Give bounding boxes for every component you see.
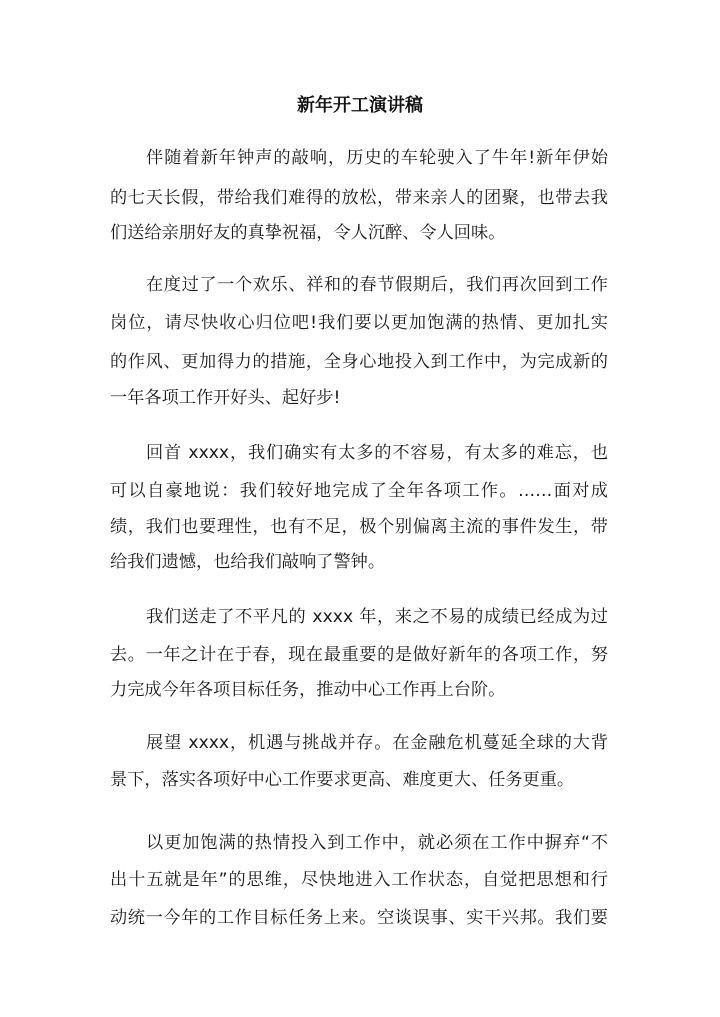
paragraph-5-line-2: 景下，落实各项好中心工作要求更高、难度更大、任务更重。 (110, 770, 575, 790)
paragraph-1-line-2: 的七天长假，带给我们难得的放松，带来亲人的团聚，也带去我 (110, 188, 608, 208)
paragraph-4-line-2: 去。一年之计在于春，现在最重要的是做好新年的各项工作，努 (110, 645, 608, 665)
paragraph-4-line-1: 我们送走了不平凡的 xxxx 年，来之不易的成绩已经成为过 (146, 607, 608, 627)
paragraph-4-line-3: 力完成今年各项目标任务，推动中心工作再上台阶。 (110, 680, 506, 700)
paragraph-2-line-4: 一年各项工作开好头、起好步! (110, 388, 341, 408)
paragraph-3-line-1: 回首 xxxx，我们确实有太多的不容易，有太多的难忘，也 (146, 443, 608, 463)
paragraph-1-line-1: 伴随着新年钟声的敲响，历史的车轮驶入了牛年!新年伊始 (146, 148, 608, 168)
paragraph-6-line-1: 以更加饱满的热情投入到工作中，就必须在工作中摒弃“不 (146, 833, 608, 853)
paragraph-3-line-3: 绩，我们也要理性，也有不足，极个别偏离主流的事件发生，带 (110, 517, 608, 537)
paragraph-2-line-3: 的作风、更加得力的措施，全身心地投入到工作中，为完成新的 (110, 352, 608, 372)
paragraph-2-line-1: 在度过了一个欢乐、祥和的春节假期后，我们再次回到工作 (146, 275, 608, 295)
paragraph-6-line-2: 出十五就是年”的思维，尽快地进入工作状态，自觉把思想和行 (110, 870, 608, 890)
paragraph-1-line-3: 们送给亲朋好友的真挚祝福，令人沉醉、令人回味。 (110, 223, 506, 243)
paragraph-2-line-2: 岗位，请尽快收心归位吧!我们要以更加饱满的热情、更加扎实 (110, 313, 608, 333)
paragraph-3-line-4: 给我们遗憾，也给我们敲响了警钟。 (110, 552, 386, 572)
paragraph-6-line-3: 动统一今年的工作目标任务上来。空谈误事、实干兴邦。我们要 (110, 908, 608, 928)
paragraph-5-line-1: 展望 xxxx，机遇与挑战并存。在金融危机蔓延全球的大背 (146, 733, 608, 753)
paragraph-3-line-2: 可以自豪地说：我们较好地完成了全年各项工作。……面对成 (110, 481, 608, 501)
document-title: 新年开工演讲稿 (297, 95, 423, 116)
